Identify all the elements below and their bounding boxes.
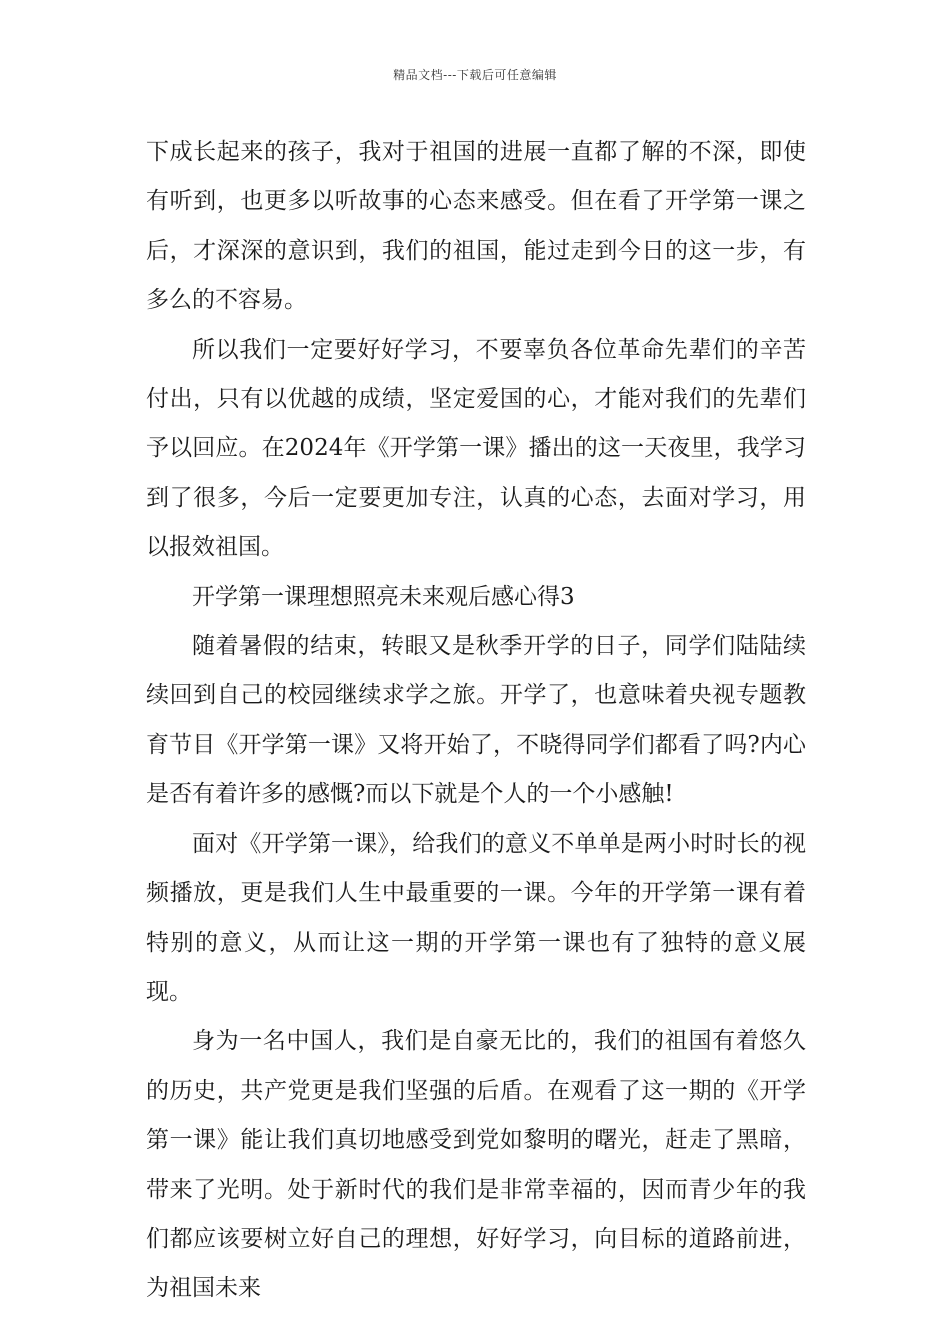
section-heading: 开学第一课理想照亮未来观后感心得3 xyxy=(192,583,575,610)
page-header: 精品文档---下载后可任意编辑 xyxy=(393,68,557,82)
paragraph: 随着暑假的结束，转眼又是秋季开学的日子，同学们陆陆续续回到自己的校园继续求学之旅。开学了，也意味着央视专题教育节目《开学第一课》又将开始了，不晓得同学们都看了吗?内心是否有着许多的感慨?而以下就是个人的一个小感触! xyxy=(146,633,806,808)
paragraph: 身为一名中国人，我们是自豪无比的，我们的祖国有着悠久的历史，共产党更是我们坚强的后盾。在观看了这一期的《开学第一课》能让我们真切地感受到党如黎明的曙光，赶走了黑暗，带来了光明。处于新时代的我们是非常幸福的，因而青少年的我们都应该要树立好自己的理想，好好学习，向目标的道路前进，为祖国未来 xyxy=(146,1028,806,1302)
paragraph-continuation: 下成长起来的孩子，我对于祖国的进展一直都了解的不深，即使有听到，也更多以听故事的心态来感受。但在看了开学第一课之后，才深深的意识到，我们的祖国，能过走到今日的这一步，有多么的不容易。 xyxy=(146,139,806,314)
paragraph: 所以我们一定要好好学习，不要辜负各位革命先辈们的辛苦付出，只有以优越的成绩，坚定爱国的心，才能对我们的先辈们予以回应。在2024年《开学第一课》播出的这一天夜里，我学习到了很多，今后一定要更加专注，认真的心态，去面对学习，用以报效祖国。 xyxy=(146,336,806,561)
paragraph: 面对《开学第一课》，给我们的意义不单单是两小时时长的视频播放，更是我们人生中最重要的一课。今年的开学第一课有着特别的意义，从而让这一期的开学第一课也有了独特的意义展现。 xyxy=(146,830,806,1005)
document-body xyxy=(146,128,806,1314)
